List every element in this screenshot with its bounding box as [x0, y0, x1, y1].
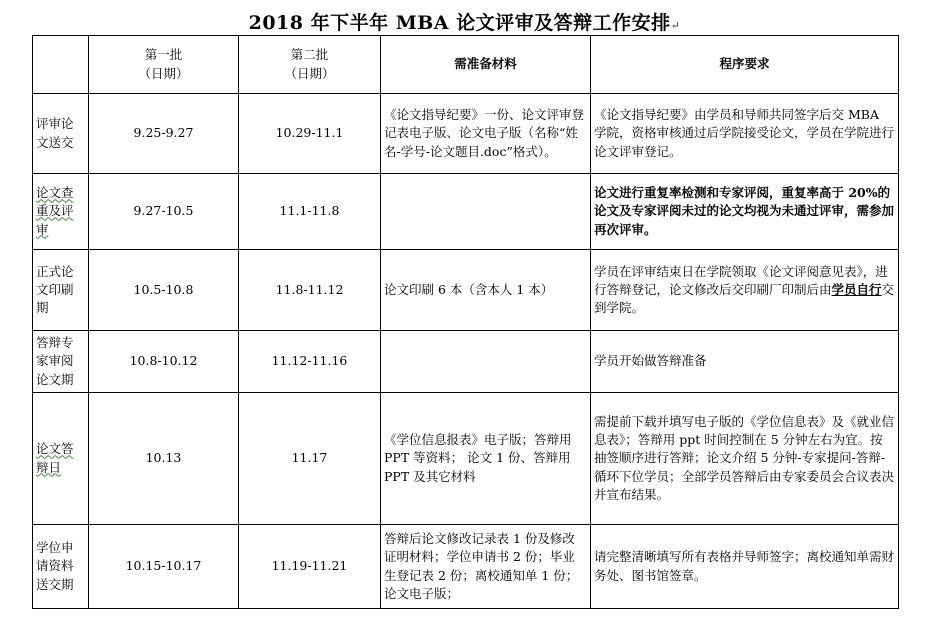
batch1-date: 10.13 — [89, 393, 239, 525]
stage-text: 论文查重及评审 — [36, 185, 74, 237]
stage-cell: 正式论文印刷期 — [33, 250, 89, 331]
requirements-text: 学员在评审结束日在学院领取《论文评阅意见表》，进行答辩登记，论文修改后交印刷厂印制后由 — [594, 263, 888, 297]
requirements-cell: 请完整清晰填写所有表格并导师签字；离校通知单需财务处、图书馆签章。 — [591, 525, 899, 609]
document-title — [0, 8, 929, 35]
title-text: 2018 年下半年 MBA 论文评审及答辩工作安排 — [248, 12, 671, 34]
stage-cell: 答辩专家审阅论文期 — [33, 331, 89, 393]
batch2-date: 11.8-11.12 — [239, 250, 381, 331]
materials-cell — [381, 331, 591, 393]
requirements-cell: 《论文指导纪要》由学员和导师共同签字后交 MBA 学院，资格审核通过后学院接受论文，学员在学院进行论文评审登记。 — [591, 94, 899, 174]
stage-cell: 学位申请资料送交期 — [33, 525, 89, 609]
stage-text: 论文答辩日 — [36, 441, 74, 475]
header-materials: 需准备材料 — [381, 36, 591, 94]
batch1-date: 9.27-10.5 — [89, 174, 239, 250]
batch1-date: 10.15-10.17 — [89, 525, 239, 609]
requirements-cell: 论文进行重复率检测和专家评阅，重复率高于 20%的论文及专家评阅未过的论文均视为未通过评审，需参加再次评审。 — [591, 174, 899, 250]
header-batch1 — [89, 36, 239, 94]
header-batch2 — [239, 36, 381, 94]
table-row — [33, 250, 899, 331]
requirements-cell — [591, 250, 899, 331]
batch1-date: 10.5-10.8 — [89, 250, 239, 331]
requirements-cell: 需提前下载并填写电子版的《学位信息表》及《就业信息表》；答辩用 ppt 时间控制在 5 分钟左右为宜。按抽签顺序进行答辩；论文介绍 5 分钟-专家提问-答辩-循环下位学员；全部学员答辩后由专家委员会合议表决并宣布结果。 — [591, 393, 899, 525]
paragraph-mark: ↵ — [670, 19, 681, 32]
header-stage — [33, 36, 89, 94]
batch2-label: 第二批 — [290, 47, 329, 63]
materials-cell: 论文印刷 6 本（含本人 1 本） — [381, 250, 591, 331]
table-row — [33, 331, 899, 393]
table-row — [33, 525, 899, 609]
stage-cell: 评审论文送交 — [33, 94, 89, 174]
batch2-sub-label: （日期） — [284, 65, 335, 81]
table-row — [33, 393, 899, 525]
batch2-date: 11.17 — [239, 393, 381, 525]
header-row — [33, 36, 899, 94]
batch1-label: 第一批 — [144, 47, 183, 63]
batch2-date: 10.29-11.1 — [239, 94, 381, 174]
table-row — [33, 174, 899, 250]
batch2-date: 11.19-11.21 — [239, 525, 381, 609]
batch1-sub-label: （日期） — [138, 65, 189, 81]
materials-cell: 《论文指导纪要》一份、论文评审登记表电子版、论文电子版（名称“姓名-学号-论文题目.doc”格式）。 — [381, 94, 591, 174]
requirements-cell: 学员开始做答辩准备 — [591, 331, 899, 393]
batch2-date: 11.12-11.16 — [239, 331, 381, 393]
materials-cell: 答辩后论文修改记录表 1 份及修改证明材料；学位申请书 2 份；毕业生登记表 2 份；离校通知单 1 份；论文电子版； — [381, 525, 591, 609]
requirements-emphasis: 学员自行 — [831, 281, 882, 297]
batch1-date: 10.8-10.12 — [89, 331, 239, 393]
requirements-text-end: 交到学院。 — [594, 281, 895, 316]
table-row — [33, 94, 899, 174]
batch1-date: 9.25-9.27 — [89, 94, 239, 174]
materials-cell: 《学位信息报表》电子版；答辩用 PPT 等资料； 论文 1 份、答辩用 PPT 及其它材料 — [381, 393, 591, 525]
materials-cell — [381, 174, 591, 250]
stage-cell — [33, 393, 89, 525]
stage-cell — [33, 174, 89, 250]
schedule-table — [32, 35, 899, 609]
header-requirements: 程序要求 — [591, 36, 899, 94]
batch2-date: 11.1-11.8 — [239, 174, 381, 250]
